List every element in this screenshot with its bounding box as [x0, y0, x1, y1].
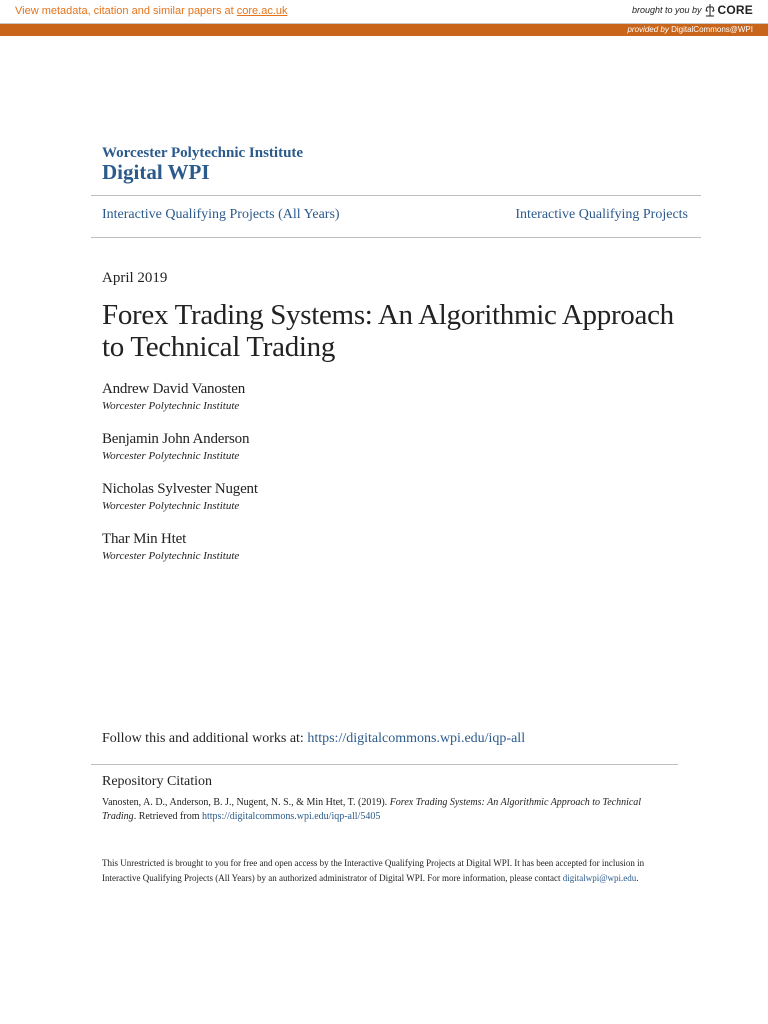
- collection-link-iqp[interactable]: Interactive Qualifying Projects: [515, 207, 688, 222]
- core-logo-icon: [705, 3, 715, 17]
- header-divider-top: [91, 195, 701, 196]
- author-entry: [102, 531, 258, 581]
- core-banner: [0, 0, 768, 24]
- core-metadata-link[interactable]: [15, 5, 288, 17]
- follow-divider: [91, 764, 678, 765]
- author-affiliation: Worcester Polytechnic Institute: [102, 400, 240, 412]
- author-list: [102, 381, 258, 581]
- institution-name[interactable]: Worcester Polytechnic Institute: [102, 145, 304, 161]
- author-affiliation: Worcester Polytechnic Institute: [102, 550, 240, 562]
- header-divider-bottom: [91, 237, 701, 238]
- contact-email-link[interactable]: digitalwpi@wpi.edu: [562, 873, 637, 883]
- provider-bar: [0, 24, 768, 36]
- notice-end: .: [636, 873, 639, 883]
- author-name[interactable]: Benjamin John Anderson: [102, 431, 250, 447]
- author-affiliation: Worcester Polytechnic Institute: [102, 500, 240, 512]
- document-title: Forex Trading Systems: An Algorithmic Approach to Technical Trading: [102, 299, 674, 363]
- author-name[interactable]: Thar Min Htet: [102, 531, 187, 547]
- provider-name[interactable]: DigitalCommons@WPI: [671, 25, 753, 34]
- follow-label: Follow this and additional works at:: [102, 731, 304, 746]
- provided-by: [627, 25, 753, 34]
- publication-date: April 2019: [102, 270, 168, 286]
- core-domain-link[interactable]: core.ac.uk: [236, 5, 288, 17]
- author-entry: [102, 481, 258, 531]
- follow-url-link[interactable]: https://digitalcommons.wpi.edu/iqp-all: [307, 731, 526, 746]
- access-notice: [102, 856, 672, 886]
- author-entry: [102, 431, 258, 481]
- citation-heading: Repository Citation: [102, 774, 213, 789]
- author-name[interactable]: Nicholas Sylvester Nugent: [102, 481, 258, 497]
- collection-link-all-years[interactable]: Interactive Qualifying Projects (All Years): [102, 207, 340, 222]
- follow-line: [102, 731, 525, 747]
- citation-retrieved: . Retrieved from: [133, 811, 200, 822]
- brought-by-text: brought to you by: [631, 5, 702, 15]
- core-metadata-text: View metadata, citation and similar papers at: [15, 5, 234, 17]
- author-entry: [102, 381, 258, 431]
- author-affiliation: Worcester Polytechnic Institute: [102, 450, 240, 462]
- citation-prefix: Vanosten, A. D., Anderson, B. J., Nugent, N. S., & Min Htet, T. (2019).: [102, 797, 388, 808]
- citation-text: [102, 796, 662, 824]
- citation-title: Forex Trading Systems: An Algorithmic Approach to Technical Trading: [102, 797, 642, 822]
- repository-name[interactable]: Digital WPI: [102, 160, 210, 184]
- citation-url-link[interactable]: https://digitalcommons.wpi.edu/iqp-all/5405: [202, 811, 381, 822]
- notice-text: This Unrestricted is brought to you for free and open access by the Interactive Qualifying Projects at Digital WPI. It has been accepted for inclusion in Interactive Qualifying Projects (All Years) by an authorized administrator of Digital WPI. For more information, please contact: [102, 858, 645, 883]
- provided-by-label: provided by: [627, 25, 669, 34]
- core-logo-text: CORE: [717, 3, 753, 17]
- core-brand: [632, 3, 753, 17]
- author-name[interactable]: Andrew David Vanosten: [102, 381, 245, 397]
